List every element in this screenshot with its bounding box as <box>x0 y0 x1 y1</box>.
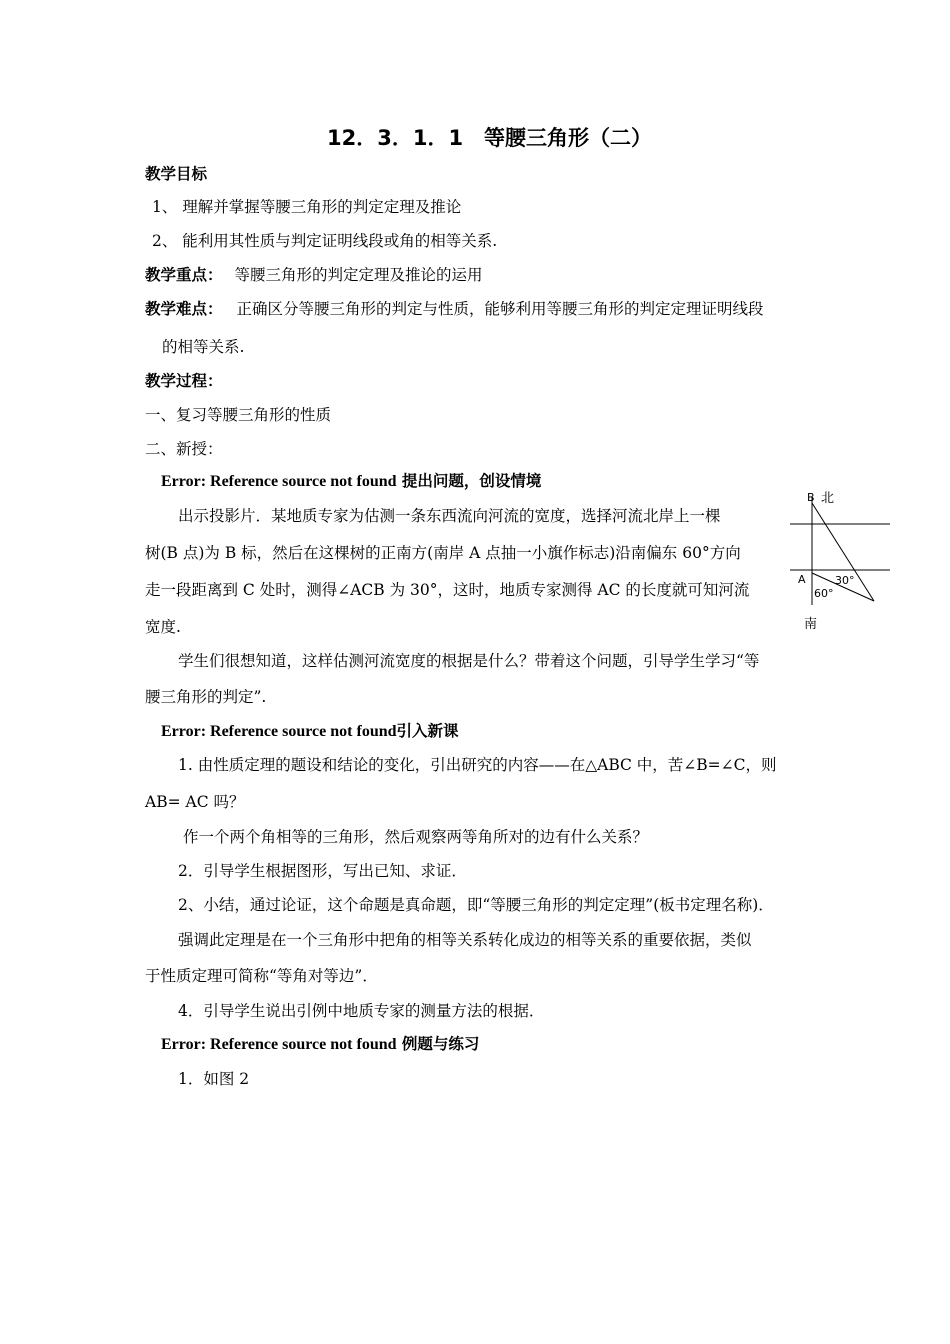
subsection-heading <box>161 1034 479 1055</box>
difficulty-text-cont: 的相等关系. <box>162 338 245 356</box>
paragraph-line: 2．引导学生根据图形，写出已知、求证． <box>178 862 467 880</box>
paragraph-line: 宽度. <box>145 618 181 636</box>
label-north: 北 <box>821 491 835 506</box>
label-a: A <box>798 573 806 586</box>
subsection-title: 提出问题，创设情境 <box>396 472 542 490</box>
paragraph-line: 学生们很想知道，这样估测河流宽度的根据是什么？带着这个问题，引导学生学习“等 <box>178 652 760 670</box>
objective-item: 1、 理解并掌握等腰三角形的判定定理及推论 <box>152 198 462 216</box>
key-point-label: 教学重点： <box>145 266 223 284</box>
subsection-title: 例题与练习 <box>396 1035 480 1053</box>
reference-error: Error: Reference source not found <box>161 723 397 740</box>
paragraph-line: 出示投影片．某地质专家为估测一条东西流向河流的宽度，选择河流北岸上一棵 <box>178 507 721 525</box>
objective-item: 2、 能利用其性质与判定证明线段或角的相等关系. <box>152 232 498 250</box>
difficulty-text: 正确区分等腰三角形的判定与性质，能够利用等腰三角形的判定定理证明线段 <box>236 300 764 318</box>
paragraph-line: 作一个两个角相等的三角形，然后观察两等角所对的边有什么关系？ <box>183 828 649 846</box>
difficulty-label: 教学难点： <box>145 300 223 318</box>
key-point-text: 等腰三角形的判定定理及推论的运用 <box>234 266 483 284</box>
subsection-title: 引入新课 <box>396 722 459 740</box>
label-south: 南 <box>804 617 818 632</box>
river-diagram <box>780 485 900 633</box>
reference-error: Error: Reference source not found <box>161 473 397 490</box>
subsection-heading <box>161 721 459 742</box>
document-title: 12．3．1．1 等腰三角形（二） <box>327 126 653 150</box>
label-b: B <box>807 491 815 504</box>
label-angle-60: 60° <box>814 587 834 600</box>
paragraph-line: 1. 由性质定理的题设和结论的变化，引出研究的内容——在△ABC 中，苦∠B=∠C，则 <box>178 756 777 774</box>
difficulty-line <box>145 299 764 319</box>
paragraph-line: 4．引导学生说出引例中地质专家的测量方法的根据． <box>178 1002 545 1020</box>
paragraph-line: 于性质定理可简称“等角对等边”． <box>145 967 378 985</box>
process-step: 二、新授： <box>145 440 223 458</box>
paragraph-line: 2、小结，通过论证，这个命题是真命题，即“等腰三角形的判定定理”(板书定理名称)． <box>178 896 774 914</box>
key-point-line <box>145 265 483 285</box>
paragraph-line: 树(B 点)为 B 标，然后在这棵树的正南方(南岸 A 点抽一小旗作标志)沿南偏东 60°方向 <box>145 544 741 562</box>
paragraph-line: 走一段距离到 C 处时，测得∠ACB 为 30°，这时，地质专家测得 AC 的长度就可知河流 <box>145 581 750 599</box>
paragraph-line: 强调此定理是在一个三角形中把角的相等关系转化成边的相等关系的重要依据，类似 <box>178 931 752 949</box>
label-angle-30: 30° <box>835 574 855 587</box>
process-heading: 教学过程： <box>145 372 223 390</box>
objectives-heading: 教学目标 <box>145 165 208 183</box>
subsection-heading <box>161 471 541 492</box>
paragraph-line: 1．如图 2 <box>178 1070 250 1088</box>
paragraph-line: AB= AC 吗？ <box>145 793 245 811</box>
paragraph-line: 腰三角形的判定”. <box>145 688 267 706</box>
reference-error: Error: Reference source not found <box>161 1036 397 1053</box>
process-step: 一、复习等腰三角形的性质 <box>145 406 332 424</box>
